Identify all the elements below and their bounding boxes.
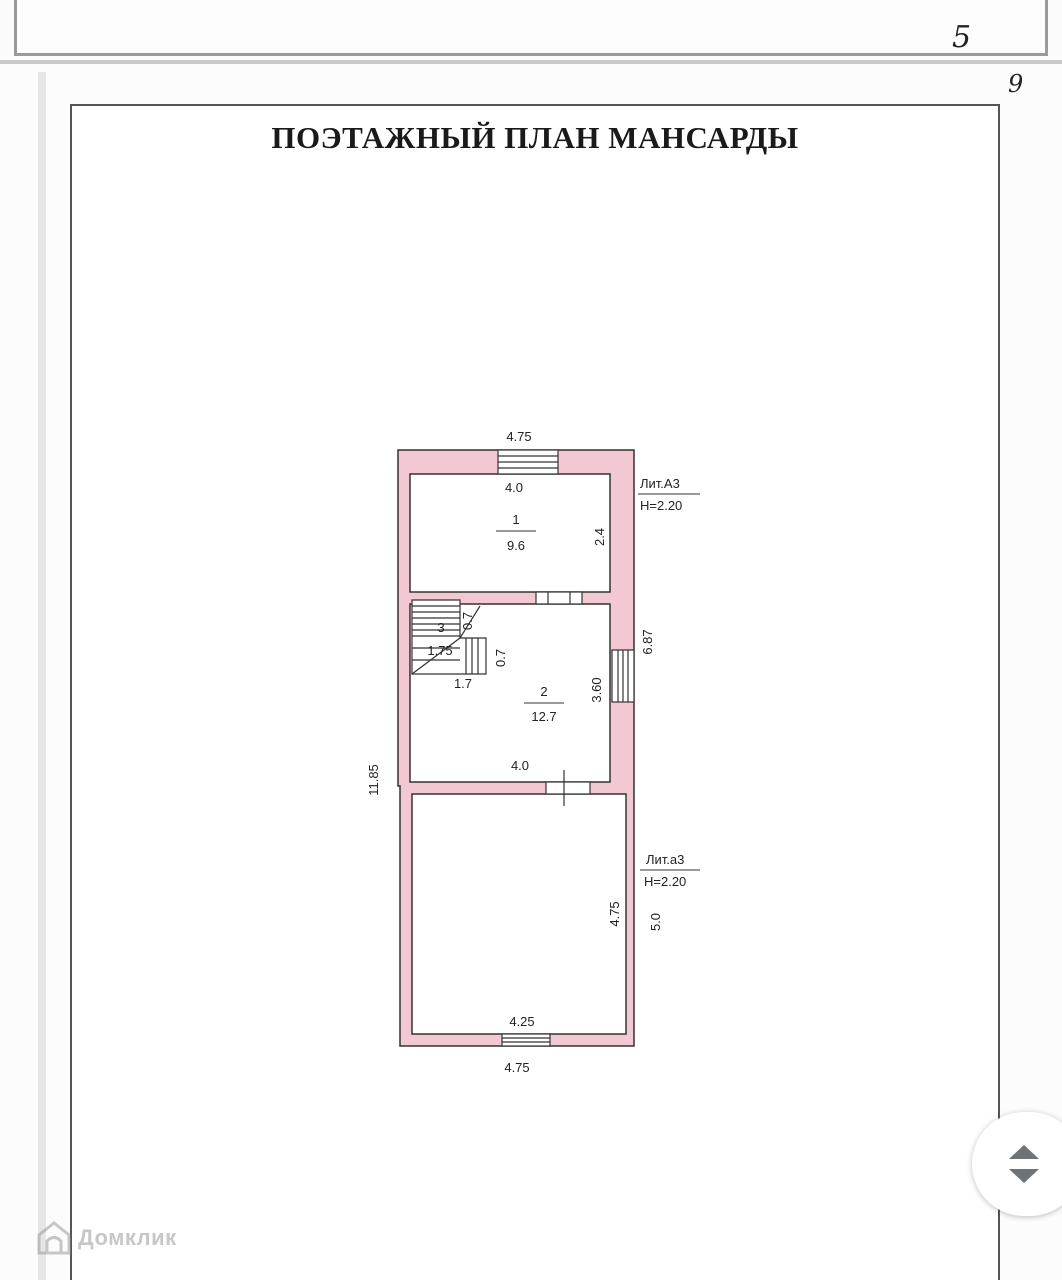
room1-number: 1 xyxy=(512,512,520,527)
room2-width-label: 4.0 xyxy=(510,758,530,773)
watermark-text: Домклик xyxy=(78,1225,177,1250)
lower-room-width-label: 4.25 xyxy=(509,1014,535,1029)
room3-depth-label: 0.7 xyxy=(493,648,508,668)
page-number: 9 xyxy=(1008,70,1024,98)
up-down-arrows-icon xyxy=(1004,1142,1044,1186)
door-room2-lower xyxy=(546,770,590,806)
lower-block-label: Лит.а3 xyxy=(646,852,685,867)
total-length-label: 11.85 xyxy=(366,764,381,796)
room1-depth-label: 2.4 xyxy=(592,527,607,547)
door-room1-room2 xyxy=(536,592,582,604)
room1-area: 9.6 xyxy=(506,538,526,553)
top-width-label: 4.75 xyxy=(506,429,532,444)
house-logo-icon xyxy=(36,1220,72,1256)
upper-block-side-label: 6.87 xyxy=(640,629,655,655)
stair-inner-dim: 0.7 xyxy=(460,611,475,631)
window-right xyxy=(612,650,634,702)
room1-width-label: 4.0 xyxy=(504,480,524,495)
room2-depth-label: 3.60 xyxy=(589,677,604,703)
lower-block-height: H=2.20 xyxy=(644,874,687,889)
room2-number: 2 xyxy=(540,684,548,699)
window-bottom xyxy=(502,1034,550,1046)
lower-room-depth-label: 4.75 xyxy=(607,901,622,927)
page-title: ПОЭТАЖНЫЙ ПЛАН МАНСАРДЫ xyxy=(271,120,799,155)
lower-block-side-label: 5.0 xyxy=(648,912,663,932)
upper-block-label: Лит.А3 xyxy=(640,476,680,491)
upper-block-height: H=2.20 xyxy=(640,498,683,513)
room3-number: 3 xyxy=(437,620,445,635)
bottom-width-label: 4.75 xyxy=(504,1060,530,1075)
room3-area: 1.75 xyxy=(427,643,453,658)
watermark xyxy=(36,1218,177,1258)
previous-page-number: 5 xyxy=(952,20,972,55)
room3-width-label: 1.7 xyxy=(453,676,473,691)
staircase xyxy=(412,600,486,674)
window-top xyxy=(498,450,558,474)
room2-area: 12.7 xyxy=(531,709,557,724)
